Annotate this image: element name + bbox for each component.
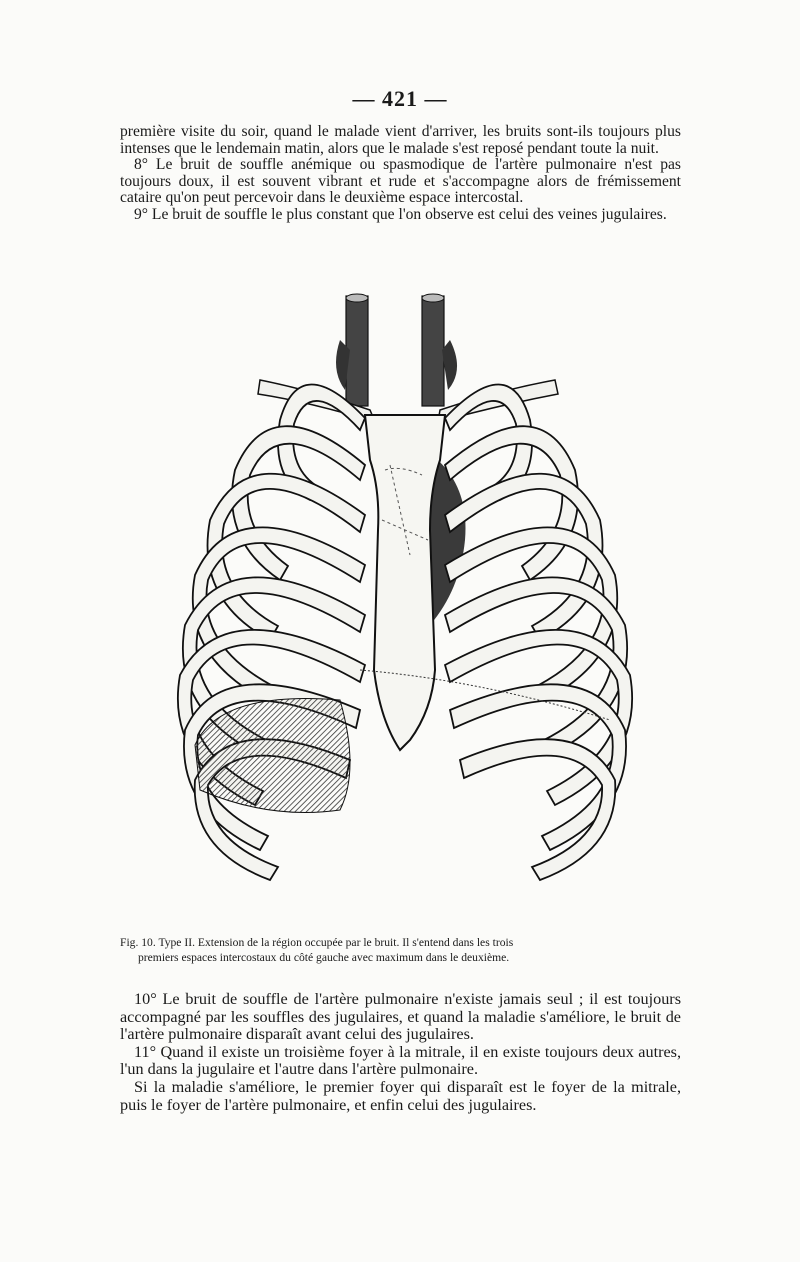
paragraph-10: 10° Le bruit de souffle de l'artère pulmonaire n'existe jamais seul ; il est toujours accompagné par les souffles des jugulaires, et quand la maladie s'améliore, le bruit de l'artère pulmonaire disparaît avant celui des jugulaires. — [120, 990, 681, 1044]
caption-line-2: premiers espaces intercostaux du côté gauche avec maximum dans le deuxième. — [138, 950, 510, 964]
right-ribs — [445, 384, 632, 880]
bottom-text-block — [120, 991, 681, 1114]
paragraph-8: 8° Le bruit de souffle anémique ou spasmodique de l'artère pulmonaire n'est pas toujours doux, il est souvent vibrant et rude et s'accompagne alors de frémissement cataire qu'on peut percevoir dans le deuxième espace intercostal. — [120, 156, 681, 207]
top-text-block — [120, 124, 681, 224]
caption-line-1: Fig. 10. Type II. Extension de la région occupée par le bruit. Il s'entend dans les trois — [120, 936, 514, 949]
paragraph-9: 9° Le bruit de souffle le plus constant que l'on observe est celui des veines jugulaires. — [134, 205, 667, 223]
paragraph-conclusion: Si la maladie s'améliore, le premier foyer qui disparaît est le foyer de la mitrale, puis le foyer de l'artère pulmonaire, et enfin celui des jugulaires. — [120, 1077, 681, 1114]
figure-caption — [120, 936, 681, 965]
thorax-figure — [160, 290, 650, 930]
jugular-veins — [336, 294, 457, 406]
thorax-illustration — [160, 290, 650, 930]
paragraph-11: 11° Quand il existe un troisième foyer à la mitrale, il en existe toujours deux autres, l'un dans la jugulaire et l'autre dans l'artère pulmonaire. — [120, 1042, 681, 1079]
page-number: — 421 — — [352, 86, 448, 111]
paragraph-continuation: première visite du soir, quand le malade vient d'arriver, les bruits sont-ils toujours plus intenses que le lendemain matin, alors que le malade s'est reposé pendant toute la nuit. — [120, 123, 681, 157]
